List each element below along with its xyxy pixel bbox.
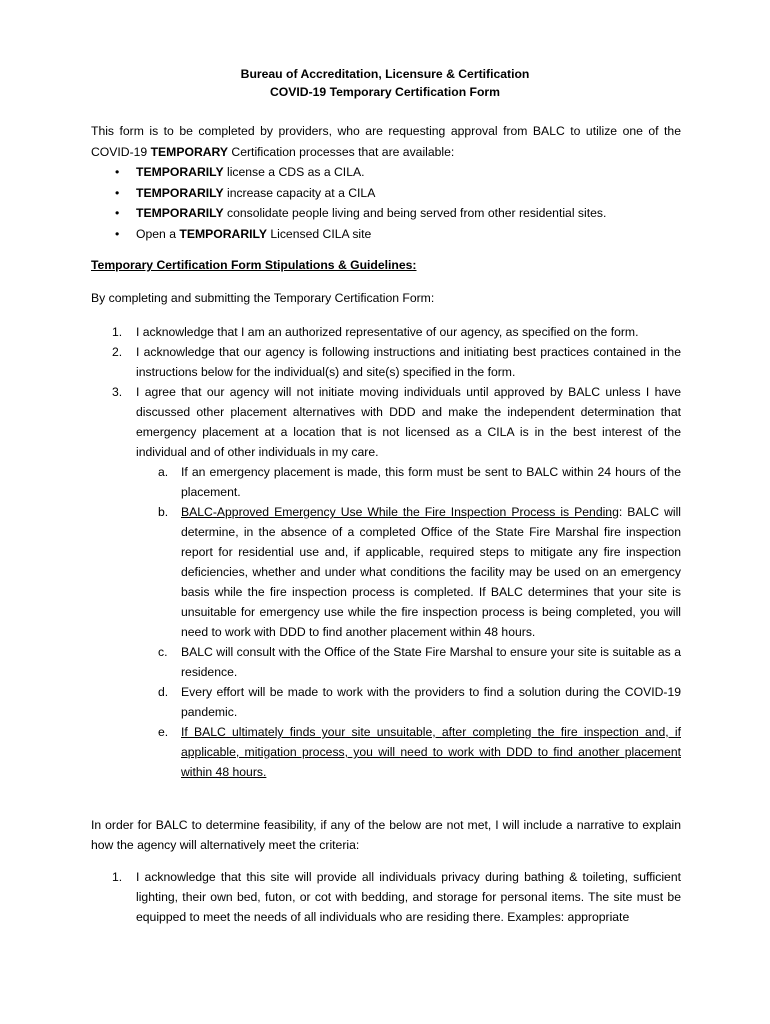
sub-item-d: d. Every effort will be made to work with the providers to find a solution during the COVID-19 pandemic. [158,685,681,719]
form-title: COVID-19 Temporary Certification Form [269,85,501,99]
sub-item-a: a. If an emergency placement is made, this form must be sent to BALC within 24 hours of the placement. [158,465,681,499]
completing-lead: By completing and submitting the Temporary Certification Form: [91,291,435,305]
stipulations-heading: Temporary Certification Form Stipulations & Guidelines: [91,258,417,272]
intro-section [91,121,681,244]
sub-list [136,462,681,782]
feasibility-paragraph: In order for BALC to determine feasibility, if any of the below are not met, I will include a narrative to explain how the agency will alternatively meet the criteria: [91,818,681,852]
process-bullet-list [91,162,681,244]
list-item: 1. I acknowledge that this site will provide all individuals privacy during bathing & toileting, sufficient lighting, their own bed, futon, or cot with bedding, and storage for personal items. The site must be equipped to meet the needs of all individuals who are residing there. Examples: appropriate [112,870,681,924]
criteria-list [91,867,681,927]
document-title-block [0,65,770,101]
list-item: 1. I acknowledge that I am an authorized representative of our agency, as specified on the form. [112,325,639,339]
list-item: 3. I agree that our agency will not initiate moving individuals until approved by BALC unless I have discussed other placement alternatives with DDD and make the independent determination that emergency placement at a location that is not licensed as a CILA is in the best interest of the individual and of other individuals in my care. [112,385,681,459]
bullet-item: • TEMPORARILY license a CDS as a CILA. [91,162,681,183]
sub-item-b: b. BALC-Approved Emergency Use While the Fire Inspection Process is Pending: BALC will determine, in the absence of a completed Office of the State Fire Marshal fire inspection report for residential use and, if applicable, required steps to mitigate any fire inspection deficiencies, whether and under what conditions the facility may be used on an emergency basis while the fire inspection process is completed. If BALC determines that your site is unsuitable for emergency use while the fire inspection process is being completed, you will need to work with DDD to find another placement within 48 hours. [158,505,681,639]
bullet-item: • TEMPORARILY increase capacity at a CILA [91,183,681,204]
sub-item-c: c. BALC will consult with the Office of the State Fire Marshal to ensure your site is suitable as a residence. [158,645,681,679]
bullet-item: • TEMPORARILY consolidate people living and being served from other residential sites. [91,203,681,224]
intro-paragraph: This form is to be completed by providers, who are requesting approval from BALC to utilize one of the COVID-19 TEMPORARY Certification processes that are available: [91,124,681,159]
bullet-item: • Open a TEMPORARILY Licensed CILA site [91,224,681,245]
list-item: 2. I acknowledge that our agency is following instructions and initiating best practices contained in the instructions below for the individual(s) and site(s) specified in the form. [112,345,681,379]
stipulations-list [91,322,681,782]
bureau-title: Bureau of Accreditation, Licensure & Certification [240,67,530,81]
sub-item-e: e. If BALC ultimately finds your site unsuitable, after completing the fire inspection and, if applicable, mitigation process, you will need to work with DDD to find another placement within 48 hours. [158,725,681,779]
